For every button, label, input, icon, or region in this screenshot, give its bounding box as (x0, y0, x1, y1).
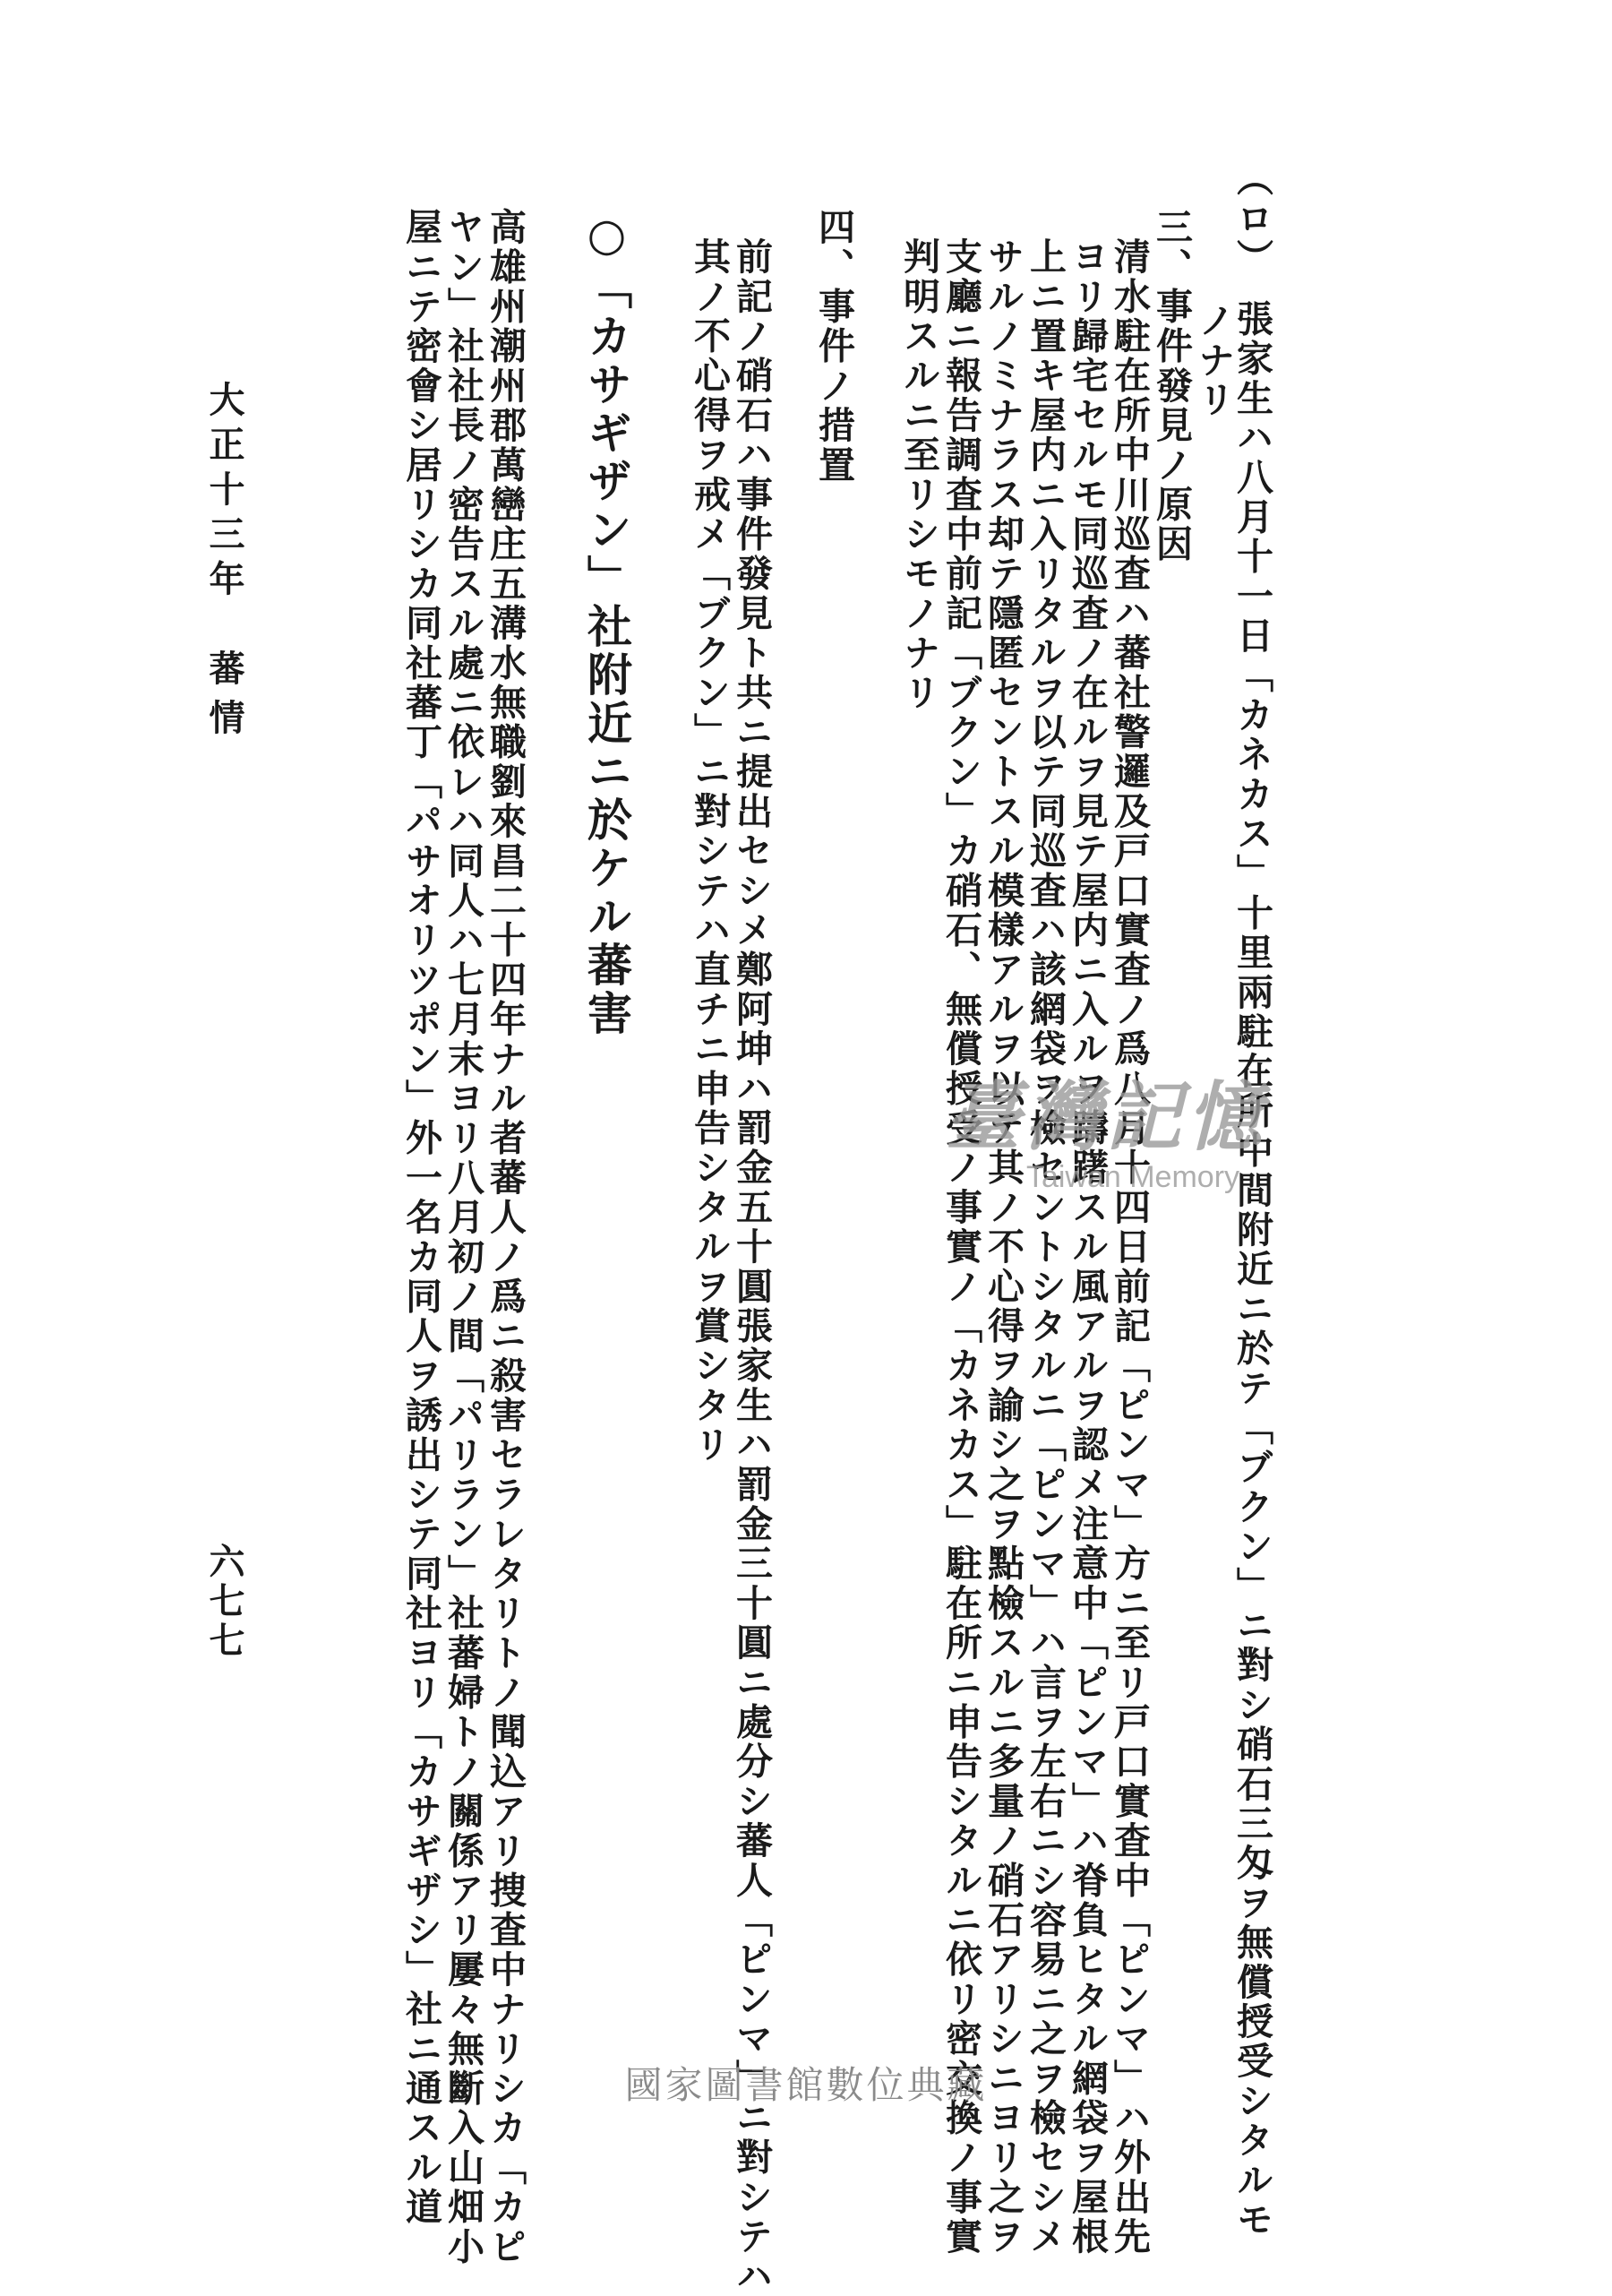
text-column-1: （ロ） 張家生ハ八月十一日「カネカス」十里兩駐在所中間附近ニ於テ「ブクン」ニ對シ硝石三匁ヲ無償授受シタルモ (1230, 159, 1273, 2240)
archive-label: 國家圖書館數位典藏 (624, 2063, 988, 2107)
article-heading: ○「カサギザン」社附近ニ於ケル蕃害 (580, 208, 633, 1038)
text-column-8: 支廳ニ報告調査中前記「ブクン」カ硝石、無償授受ノ事實ノ「カネカス」駐在所ニ申告シタルニ依リ密交換ノ事實 (939, 237, 982, 2257)
section-heading-4: 四、事件ノ措置 (812, 208, 855, 486)
text-column-12: 其ノ不心得ヲ戒メ「ブクン」ニ對シテハ直チニ申告シタルヲ賞シタリ (688, 237, 731, 1466)
text-column-14: 高雄州潮州郡萬巒庄五溝水無職劉來昌二十四年ナル者蕃人ノ爲ニ殺害セラレタリトノ聞込アリ捜査中ナリシカ「カピ (484, 208, 527, 2267)
text-column-7: サルノミナラス却テ隱匿セントスル模樣アルヲ以テ其ノ不心得ヲ諭シ之ヲ點檢スルニ多量ノ硝石アリシニヨリ之ヲ (982, 237, 1025, 2257)
text-column-11: 前記ノ硝石ハ事件發見ト共ニ提出セシメ鄭阿坤ハ罰金五十圓張家生ハ罰金三十圓ニ處分シ蕃人「ピンマ」ニ對シテハ (730, 237, 773, 2296)
page-number: 六七七 (203, 1543, 245, 1661)
text-column-6: 上ニ置キ屋内ニ入リタルヲ以テ同巡査ハ該網袋ヲ檢セントシタルニ「ピンマ」ハ言ヲ左右ニシ容易ニ之ヲ檢セシメ (1024, 237, 1067, 2257)
running-title: 大正十三年 蕃 (203, 381, 245, 694)
watermark (931, 1057, 1281, 1245)
text-column-4: 清水駐在所中川巡査ハ蕃社警邏及戸口實査ノ爲八月十四日前記「ピンマ」方ニ至リ戸口實査中「ピンマ」ハ外出先 (1108, 237, 1151, 2257)
section-heading-3: 三、事件發見ノ原因 (1150, 208, 1193, 564)
text-column-5: ヨリ歸宅セルモ同巡査ノ在ルヲ見テ屋内ニ入ルヲ躊躇スル風アルヲ認メ注意中「ピンマ」ハ脊負ヒタル網袋ヲ屋根 (1066, 237, 1109, 2257)
text-column-9: 判明スルニ至リシモノナリ (897, 237, 940, 713)
text-column-16: 屋ニテ密會シ居リシカ同社蕃丁「パサオリツポン」外一名カ同人ヲ誘出シテ同社ヨリ「カサギザシ」社ニ通スル道 (399, 208, 442, 2228)
text-column-15: ヤン」社社長ノ密告スル處ニ依レハ同人ハ七月末ヨリ八月初ノ間「パリラン」社蕃婦トノ關係アリ屢々無斷入山畑小 (442, 208, 484, 2267)
running-title-sub: 情 (203, 699, 245, 735)
watermark-main: 臺灣記憶 (944, 1072, 1267, 1161)
text-column-2: ノナリ (1192, 301, 1235, 420)
watermark-sub: Taiwan Memory (1025, 1160, 1240, 1194)
